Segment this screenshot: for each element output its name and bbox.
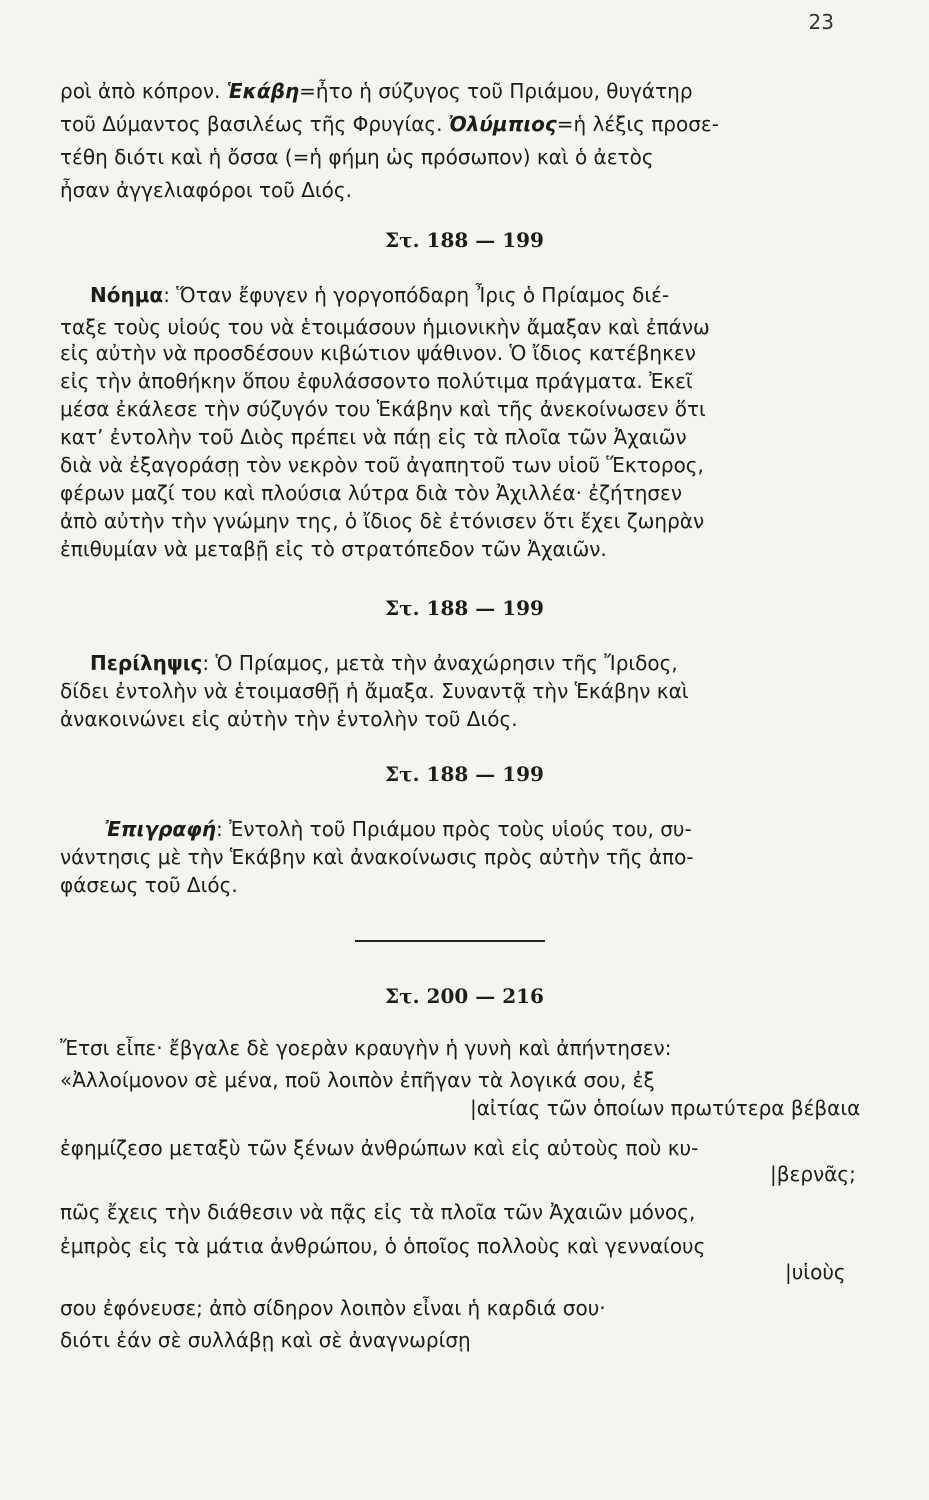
paragraph-text: : Ὁ Πρίαμος, μετὰ τὴν ἀναχώρησιν τῆς Ἴριδος, <box>202 651 678 675</box>
section1-line: ἐπιθυμίαν νὰ μεταβῇ εἰς τὸ στρατόπεδον τῶν Ἀχαιῶν. <box>60 537 607 561</box>
intro-text: τοῦ Δύμαντος βασιλέως τῆς Φρυγίας. <box>60 112 449 136</box>
intro-text: =ἦτο ἡ σύζυγος τοῦ Πριάμου, θυγάτηρ <box>299 79 693 103</box>
section2-line-1 <box>90 650 880 676</box>
section1-line: μέσα ἐκάλεσε τὴν σύζυγόν του Ἑκάβην καὶ τῆς ἀνεκοίνωσεν ὅτι <box>60 397 706 421</box>
intro-line-3: τέθη διότι καὶ ἡ ὄσσα (=ἡ φήμη ὡς πρόσωπον) καὶ ὁ ἀετὸς <box>60 145 654 169</box>
section1-line: ταξε τοὺς υἱούς του νὰ ἑτοιμάσουν ἡμιονικὴν ἄμαξαν καὶ ἐπάνω <box>60 315 710 339</box>
verse-line: σου ἐφόνευσε; ἀπὸ σίδηρον λοιπὸν εἶναι ἡ καρδιά σου· <box>60 1296 606 1320</box>
term-hekabe: Ἑκάβη <box>226 79 300 103</box>
section1-line: ἀπὸ αὐτὴν τὴν γνώμην της, ὁ ἴδιος δὲ ἐτόνισεν ὅτι ἔχει ζωηρὰν <box>60 509 705 533</box>
label-noima: Νόημα <box>90 283 164 307</box>
verse-line: Ἔτσι εἶπε· ἔβγαλε δὲ γοερὰν κραυγὴν ἡ γυνὴ καὶ ἀπήντησεν: <box>60 1036 672 1060</box>
term-olympios: Ὀλύμπιος <box>448 112 557 136</box>
label-epigrafi: Ἐπιγραφή <box>105 817 217 841</box>
intro-text: =ἡ λέξις προσε- <box>556 112 719 136</box>
paragraph-text: : Ἐντολὴ τοῦ Πριάμου πρὸς τοὺς υἱούς του, συ- <box>216 817 692 841</box>
section-divider <box>355 940 545 942</box>
section1-line: κατ’ ἐντολὴν τοῦ Διὸς πρέπει νὰ πάῃ εἰς τὰ πλοῖα τῶν Ἀχαιῶν <box>60 425 687 449</box>
page-number: 23 <box>808 10 834 34</box>
section1-line: εἰς αὐτὴν νὰ προσδέσουν κιβώτιον ψάθινον. Ὁ ἴδιος κατέβηκεν <box>60 341 696 365</box>
verse-line: ἐμπρὸς εἰς τὰ μάτια ἀνθρώπου, ὁ ὁποῖος πολλοὺς καὶ γενναίους <box>60 1234 706 1258</box>
section1-line: εἰς τὴν ἀποθήκην ὅπου ἐφυλάσσοντο πολύτιμα πράγματα. Ἐκεῖ <box>60 369 693 393</box>
section-heading: Στ. 200 — 216 <box>385 984 544 1008</box>
verse-line: πῶς ἔχεις τὴν διάθεσιν νὰ πᾷς εἰς τὰ πλοῖα τῶν Ἀχαιῶν μόνος, <box>60 1200 696 1224</box>
verse-line: «Ἀλλοίμονον σὲ μένα, ποῦ λοιπὸν ἐπῆγαν τὰ λογικά σου, ἐξ <box>60 1068 655 1092</box>
section3-line: φάσεως τοῦ Διός. <box>60 873 238 897</box>
verse-continuation: |αἰτίας τῶν ὁποίων πρωτύτερα βέβαια <box>470 1096 861 1120</box>
verse-continuation: |βερνᾶς; <box>770 1162 856 1186</box>
paragraph-text: : Ὅταν ἔφυγεν ἡ γοργοπόδαρη Ἶρις ὁ Πρίαμος διέ- <box>163 283 670 307</box>
section2-line: δίδει ἐντολὴν νὰ ἑτοιμασθῇ ἡ ἄμαξα. Συναντᾷ τὴν Ἑκάβην καὶ <box>60 679 689 703</box>
section-heading: Στ. 188 — 199 <box>385 228 544 252</box>
section-heading: Στ. 188 — 199 <box>385 762 544 786</box>
section1-line: διὰ νὰ ἐξαγοράσῃ τὸν νεκρὸν τοῦ ἀγαπητοῦ των υἱοῦ Ἕκτορος, <box>60 453 704 477</box>
section3-line: νάντησις μὲ τὴν Ἑκάβην καὶ ἀνακοίνωσις πρὸς αὐτὴν τῆς ἀπο- <box>60 845 694 869</box>
section-heading: Στ. 188 — 199 <box>385 596 544 620</box>
section1-line-1 <box>90 282 880 308</box>
section2-line: ἀνακοινώνει εἰς αὐτὴν τὴν ἐντολὴν τοῦ Διός. <box>60 707 518 731</box>
verse-line: διότι ἐάν σὲ συλλάβῃ καὶ σὲ ἀναγνωρίσῃ <box>60 1328 471 1352</box>
label-perilipsis: Περίληψις <box>90 651 203 675</box>
intro-line-1 <box>60 78 850 104</box>
section1-line: φέρων μαζί του καὶ πλούσια λύτρα διὰ τὸν Ἀχιλλέα· ἐζήτησεν <box>60 481 683 505</box>
intro-line-4: ἦσαν ἀγγελιαφόροι τοῦ Διός. <box>60 178 352 202</box>
intro-line-2 <box>60 111 850 137</box>
verse-line: ἐφημίζεσο μεταξὺ τῶν ξένων ἀνθρώπων καὶ εἰς αὐτοὺς ποὺ κυ- <box>60 1136 699 1160</box>
intro-text: ροὶ ἀπὸ κόπρον. <box>60 79 227 103</box>
section3-line-1 <box>105 816 895 842</box>
verse-continuation: |υἱοὺς <box>785 1260 846 1284</box>
